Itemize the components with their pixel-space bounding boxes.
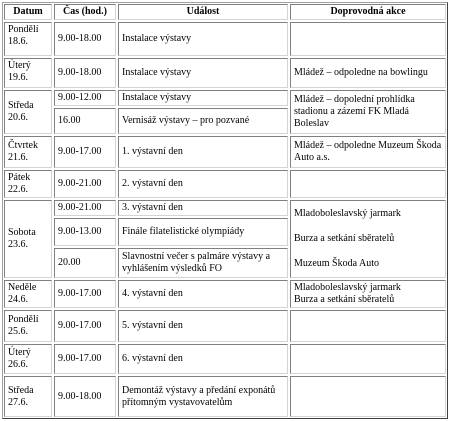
event-text: 2. výstavní den [122,178,183,189]
day-name: Středa [8,384,34,396]
day-name: Pondělí [8,24,39,35]
day-name: Středa [8,100,34,111]
day-date: 25.6. [8,326,28,337]
time-text: 16.00 [58,115,81,126]
day-date: 22.6. [8,184,28,195]
time-cell [54,248,116,278]
event-text: Slavnostní večer s palmáre výstavy a vyhlášením výsledků FO [122,251,271,274]
time-text: 9.00-17.00 [58,320,102,331]
event-text: 5. výstavní den [122,320,183,331]
day-cell [4,136,52,168]
time-cell [54,170,116,198]
day-name: Úterý [8,347,31,358]
day-name: Pondělí [8,314,39,325]
event-text: Instalace výstavy [122,92,192,103]
time-cell [54,376,116,417]
side-text: Burza a setkání sběratelů [294,294,395,305]
event-text: Finále filatelistické olympiády [122,226,245,237]
day-date: 18.6. [8,36,28,47]
day-date: 24.6. [8,294,28,305]
time-text: 9.00-21.00 [58,178,102,189]
time-text: 9.00-21.00 [58,202,102,213]
day-cell [4,90,52,134]
event-text: 4. výstavní den [122,288,183,299]
event-text: 6. výstavní den [122,353,183,364]
time-text: 9.00-18.00 [58,390,102,402]
day-date: 20.6. [8,112,28,123]
side-text: Muzeum Škoda Auto [294,258,379,269]
header-event: Událost [118,4,288,20]
event-cell [118,170,288,198]
event-cell [118,108,288,134]
side-text: Mládež – odpoledne Muzeum Škoda Auto a.s. [294,140,442,163]
side-cell [290,136,446,168]
time-text: 9.00-12.00 [58,92,102,103]
event-text: Vernisáž výstavy – pro pozvané [122,115,250,126]
side-cell [290,22,446,56]
day-cell [4,58,52,88]
event-cell [118,90,288,106]
event-cell [118,58,288,88]
time-cell [54,218,116,246]
side-cell [290,376,446,417]
time-cell [54,310,116,342]
day-name: Úterý [8,60,31,71]
header-side: Doprovodná akce [290,4,446,20]
event-cell [118,310,288,342]
day-cell [4,310,52,342]
side-cell [290,170,446,198]
time-cell [54,200,116,216]
side-text: Mladoboleslavský jarmark [294,208,401,219]
day-cell [4,22,52,56]
day-name: Sobota [8,227,36,238]
header-date: Datum [4,4,52,20]
event-cell [118,376,288,417]
side-cell [290,200,446,278]
day-cell [4,200,52,278]
side-text: Mladoboleslavský jarmark [294,282,401,293]
event-cell [118,218,288,246]
time-cell [54,22,116,56]
day-cell [4,344,52,374]
side-cell [290,344,446,374]
side-cell [290,310,446,342]
day-cell [4,170,52,198]
time-text: 9.00-18.00 [58,67,102,78]
side-cell [290,58,446,88]
event-text: 3. výstavní den [122,202,183,213]
side-text: Burza a setkání sběratelů [294,233,395,244]
schedule-table [2,2,448,419]
event-text: Instalace výstavy [122,33,192,44]
time-cell [54,280,116,308]
time-text: 9.00-17.00 [58,288,102,299]
day-name: Neděle [8,282,37,293]
time-cell [54,108,116,134]
time-cell [54,90,116,106]
side-cell [290,280,446,308]
event-text: 1. výstavní den [122,146,183,157]
time-text: 9.00-13.00 [58,226,102,237]
event-text: Demontáž výstavy a předání exponátů přítomným vystavovatelům [122,384,276,408]
time-text: 9.00-18.00 [58,33,102,44]
event-cell [118,248,288,278]
event-cell [118,344,288,374]
time-cell [54,58,116,88]
event-cell [118,136,288,168]
day-date: 23.6. [8,239,28,250]
day-date: 27.6. [8,396,28,408]
header-time: Čas (hod.) [54,4,116,20]
day-name: Čtvrtek [8,140,38,151]
time-cell [54,136,116,168]
day-cell [4,280,52,308]
event-text: Instalace výstavy [122,67,192,78]
day-date: 19.6. [8,72,28,83]
time-text: 20.00 [58,257,81,268]
time-cell [54,344,116,374]
time-text: 9.00-17.00 [58,146,102,157]
day-name: Pátek [8,172,31,183]
day-cell [4,376,52,417]
time-text: 9.00-17.00 [58,353,102,364]
day-date: 26.6. [8,359,28,370]
side-text: Mládež – dopolední prohlídka stadionu a zázemí FK Mladá Boleslav [294,94,415,129]
event-cell [118,280,288,308]
side-cell [290,90,446,134]
side-text: Mládež – odpoledne na bowlingu [294,67,428,78]
event-cell [118,22,288,56]
day-date: 21.6. [8,152,28,163]
event-cell [118,200,288,216]
